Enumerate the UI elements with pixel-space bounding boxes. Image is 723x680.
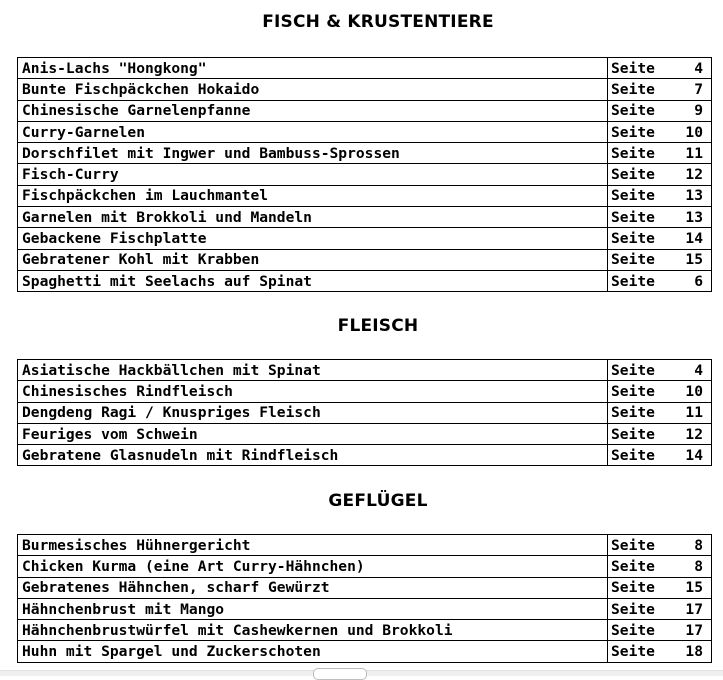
page-number: 14 — [685, 230, 703, 248]
toc-rows — [18, 535, 712, 663]
page-number: 8 — [694, 536, 703, 554]
toc-row — [18, 381, 712, 402]
page-label: Seite — [611, 579, 655, 597]
recipe-title: Chinesische Garnelenpfanne — [18, 100, 608, 121]
page-label: Seite — [611, 536, 655, 554]
recipe-title: Hähnchenbrust mit Mango — [18, 598, 608, 619]
page-label: Seite — [611, 361, 655, 379]
page-label: Seite — [611, 144, 655, 162]
page-label: Seite — [611, 208, 655, 226]
page-number: 11 — [685, 144, 703, 162]
recipe-title: Garnelen mit Brokkoli und Mandeln — [18, 207, 608, 228]
toc-row — [18, 402, 712, 423]
toc-row — [18, 641, 712, 662]
toc-row — [18, 228, 712, 249]
toc-row — [18, 360, 712, 381]
page-label: Seite — [611, 251, 655, 269]
page-reference — [608, 185, 712, 206]
recipe-title: Fischpäckchen im Lauchmantel — [18, 185, 608, 206]
recipe-title: Gebratener Kohl mit Krabben — [18, 249, 608, 270]
toc-row — [18, 164, 712, 185]
page-reference — [608, 79, 712, 100]
toc-row — [18, 207, 712, 228]
toc-row — [18, 79, 712, 100]
page-label: Seite — [611, 600, 655, 618]
page-label: Seite — [611, 446, 655, 464]
toc-row — [18, 121, 712, 142]
page-label: Seite — [611, 187, 655, 205]
page-number: 7 — [694, 80, 703, 98]
page-label: Seite — [611, 557, 655, 575]
toc-row — [18, 556, 712, 577]
recipe-title: Dorschfilet mit Ingwer und Bambuss-Sprossen — [18, 143, 608, 164]
page-number: 8 — [694, 557, 703, 575]
toc-rows — [18, 58, 712, 292]
recipe-title: Spaghetti mit Seelachs auf Spinat — [18, 270, 608, 291]
page-reference — [608, 121, 712, 142]
page-reference — [608, 641, 712, 662]
recipe-title: Dengdeng Ragi / Knuspriges Fleisch — [18, 402, 608, 423]
page-label: Seite — [611, 425, 655, 443]
page-label: Seite — [611, 80, 655, 98]
page-number: 12 — [685, 425, 703, 443]
toc-row — [18, 598, 712, 619]
toc-table-fisch — [17, 57, 712, 292]
page-reference — [608, 445, 712, 466]
recipe-title: Fisch-Curry — [18, 164, 608, 185]
page-reference — [608, 228, 712, 249]
recipe-title: Burmesisches Hühnergericht — [18, 535, 608, 556]
recipe-title: Gebackene Fischplatte — [18, 228, 608, 249]
section-heading-fisch: FISCH & KRUSTENTIERE — [262, 12, 494, 32]
recipe-title: Asiatische Hackbällchen mit Spinat — [18, 360, 608, 381]
page-label: Seite — [611, 230, 655, 248]
toc-row — [18, 100, 712, 121]
page-label: Seite — [611, 102, 655, 120]
toc-row — [18, 270, 712, 291]
page-reference — [608, 100, 712, 121]
page-reference — [608, 535, 712, 556]
page-reference — [608, 270, 712, 291]
page-reference — [608, 620, 712, 641]
page-reference — [608, 207, 712, 228]
page-number: 15 — [685, 579, 703, 597]
recipe-title: Huhn mit Spargel und Zuckerschoten — [18, 641, 608, 662]
section-heading-fleisch: FLEISCH — [337, 316, 419, 336]
page-reference — [608, 164, 712, 185]
recipe-title: Feuriges vom Schwein — [18, 423, 608, 444]
page-reference — [608, 577, 712, 598]
page-label: Seite — [611, 59, 655, 77]
page-label: Seite — [611, 643, 655, 661]
page-reference — [608, 423, 712, 444]
page-number: 18 — [685, 643, 703, 661]
page-number: 15 — [685, 251, 703, 269]
page-number: 6 — [694, 272, 703, 290]
section-heading-gefluegel: GEFLÜGEL — [328, 491, 428, 511]
recipe-title: Chicken Kurma (eine Art Curry-Hähnchen) — [18, 556, 608, 577]
page-number: 17 — [685, 621, 703, 639]
page-label: Seite — [611, 382, 655, 400]
toc-row — [18, 535, 712, 556]
page-number: 13 — [685, 208, 703, 226]
page-number: 14 — [685, 446, 703, 464]
toc-row — [18, 445, 712, 466]
page-number: 11 — [685, 404, 703, 422]
recipe-title: Hähnchenbrustwürfel mit Cashewkernen und Brokkoli — [18, 620, 608, 641]
page-number: 10 — [685, 123, 703, 141]
toc-table-fleisch — [17, 359, 712, 466]
toc-row — [18, 143, 712, 164]
toc-row — [18, 577, 712, 598]
page-number: 12 — [685, 166, 703, 184]
toc-row — [18, 58, 712, 79]
page-number: 9 — [694, 102, 703, 120]
recipe-title: Bunte Fischpäckchen Hokaido — [18, 79, 608, 100]
recipe-title: Curry-Garnelen — [18, 121, 608, 142]
page-reference — [608, 58, 712, 79]
recipe-title: Gebratene Glasnudeln mit Rindfleisch — [18, 445, 608, 466]
page-number: 13 — [685, 187, 703, 205]
page-number: 4 — [694, 59, 703, 77]
page-label: Seite — [611, 404, 655, 422]
toc-row — [18, 620, 712, 641]
page-label: Seite — [611, 123, 655, 141]
page-label: Seite — [611, 621, 655, 639]
toc-table-gefluegel — [17, 534, 712, 663]
page-reference — [608, 402, 712, 423]
recipe-title: Gebratenes Hähnchen, scharf Gewürzt — [18, 577, 608, 598]
page-label: Seite — [611, 272, 655, 290]
page-reference — [608, 360, 712, 381]
page-reference — [608, 143, 712, 164]
recipe-title: Chinesisches Rindfleisch — [18, 381, 608, 402]
page-reference — [608, 249, 712, 270]
page-reference — [608, 598, 712, 619]
toc-row — [18, 423, 712, 444]
toc-row — [18, 249, 712, 270]
page-number: 4 — [694, 361, 703, 379]
page-number: 10 — [685, 382, 703, 400]
page-number: 17 — [685, 600, 703, 618]
recipe-title: Anis-Lachs "Hongkong" — [18, 58, 608, 79]
page-reference — [608, 381, 712, 402]
toc-row — [18, 185, 712, 206]
toc-rows — [18, 360, 712, 466]
page-label: Seite — [611, 166, 655, 184]
page-reference — [608, 556, 712, 577]
page-scroll-tab[interactable] — [313, 668, 367, 680]
